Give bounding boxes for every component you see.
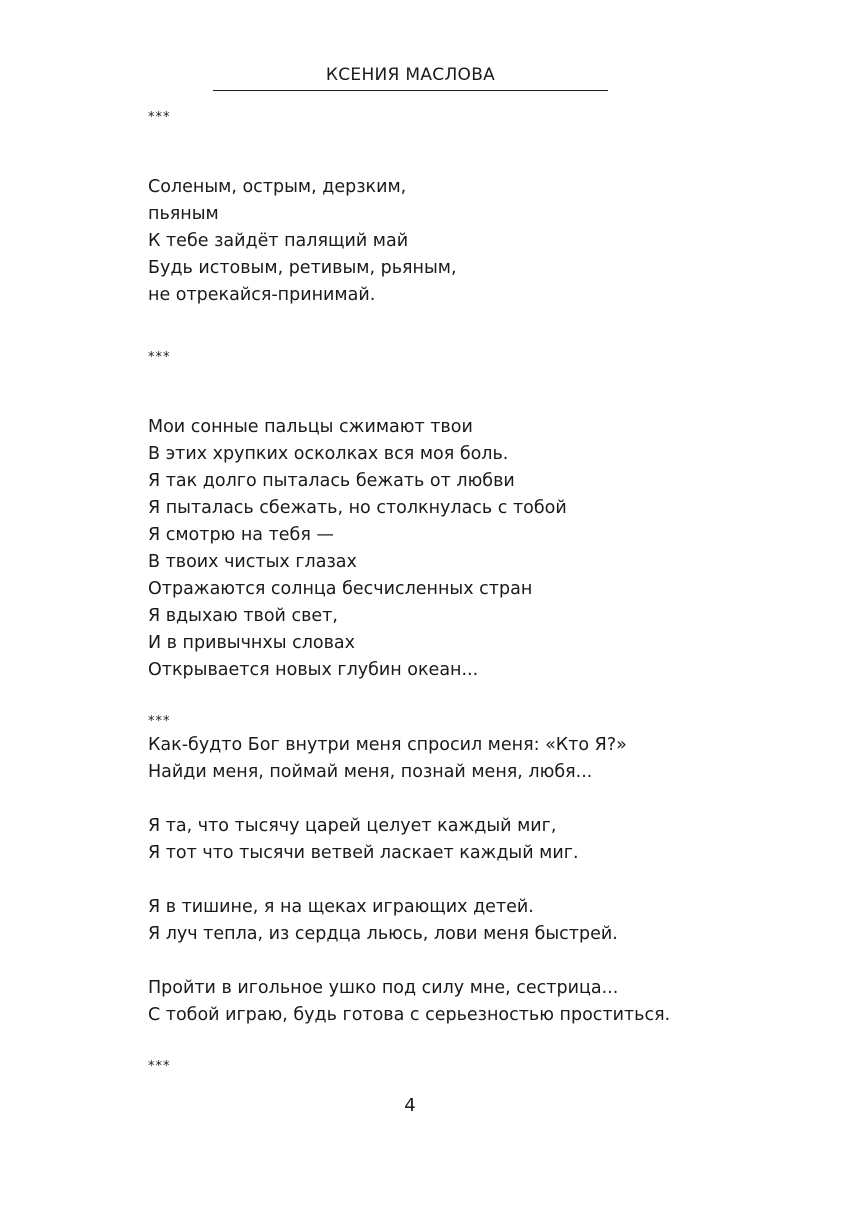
poem-line: Найди меня, поймай меня, познай меня, любя...	[148, 762, 593, 782]
poem-line: Пройти в игольное ушко под силу мне, сестрица...	[148, 978, 619, 998]
poem-3	[148, 732, 768, 1029]
poem-line: Я смотрю на тебя —	[148, 525, 334, 545]
stanza	[148, 975, 768, 1029]
poem-2	[148, 414, 768, 684]
running-header	[213, 64, 608, 91]
poem-line: Я тот что тысячи ветвей ласкает каждый миг.	[148, 843, 579, 863]
poem-line: пьяным	[148, 204, 219, 224]
header-rule	[213, 90, 608, 91]
spacer	[148, 786, 768, 813]
poem-line: В твоих чистых глазах	[148, 552, 357, 572]
spacer	[148, 309, 768, 348]
section-separator: ***	[148, 350, 171, 365]
poem-line: С тобой играю, будь готова с серьезностью проститься.	[148, 1005, 671, 1025]
section-separator: ***	[148, 714, 171, 729]
poem-line: Отражаются солнца бесчисленных стран	[148, 579, 533, 599]
page-body	[148, 108, 768, 1077]
stanza	[148, 894, 768, 948]
poem-line: Я в тишине, я на щеках играющих детей.	[148, 897, 534, 917]
poem-line: Мои сонные пальцы сжимают твои	[148, 417, 473, 437]
spacer	[148, 684, 768, 712]
page-number: 4	[404, 1095, 416, 1116]
spacer	[148, 368, 768, 414]
poem-line: Я вдыхаю твой свет,	[148, 606, 338, 626]
stanza	[148, 813, 768, 867]
poem-line: Как-будто Бог внутри меня спросил меня: «Кто Я?»	[148, 735, 627, 755]
poem-line: Будь истовым, ретивым, рьяным,	[148, 258, 457, 278]
spacer	[148, 1029, 768, 1057]
poem-line: Соленым, острым, дерзким,	[148, 177, 407, 197]
poem-line: Я пыталась сбежать, но столкнулась с тобой	[148, 498, 567, 518]
author-name: КСЕНИЯ МАСЛОВА	[325, 65, 496, 85]
poem-line: Я так долго пыталась бежать от любви	[148, 471, 515, 491]
poem-line: К тебе зайдёт палящий май	[148, 231, 409, 251]
spacer	[148, 867, 768, 894]
stanza	[148, 732, 768, 786]
poem-1	[148, 174, 768, 309]
poem-line: Открывается новых глубин океан...	[148, 660, 479, 680]
poem-line: Я луч тепла, из сердца льюсь, лови меня быстрей.	[148, 924, 618, 944]
poem-line: Я та, что тысячу царей целует каждый миг,	[148, 816, 557, 836]
poem-line: И в привычнхы словах	[148, 633, 356, 653]
section-separator: ***	[148, 110, 171, 125]
spacer	[148, 948, 768, 975]
poem-line: не отрекайся-принимай.	[148, 285, 376, 305]
spacer	[148, 128, 768, 174]
poem-line: В этих хрупких осколках вся моя боль.	[148, 444, 509, 464]
section-separator: ***	[148, 1059, 171, 1074]
